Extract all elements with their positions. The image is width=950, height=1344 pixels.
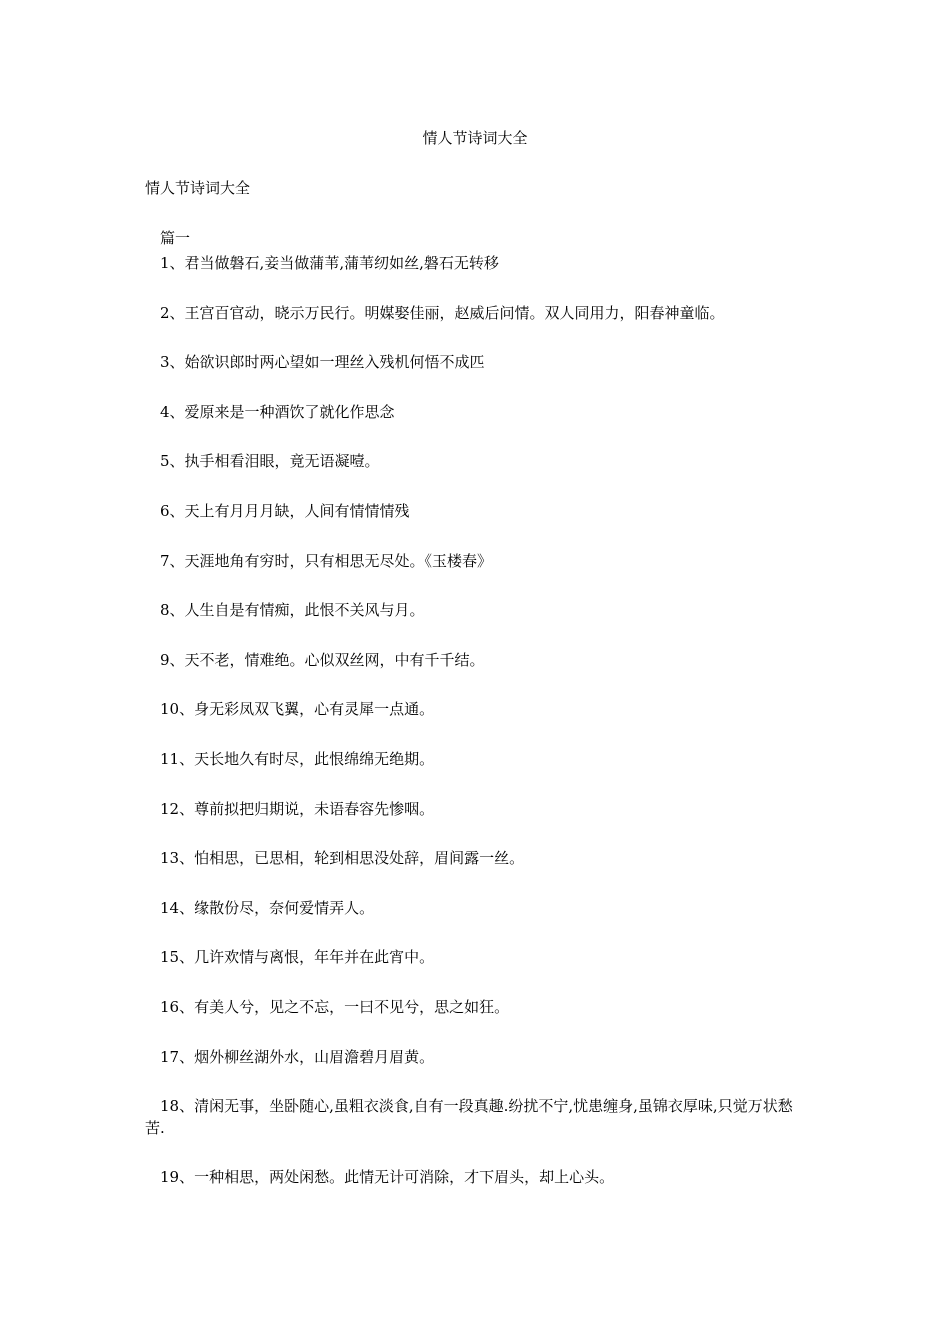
poem-line: 15、几许欢情与离恨，年年并在此宵中。 [160, 948, 435, 967]
section-label: 篇一 [160, 229, 191, 247]
poem-line: 3、始欲识郎时两心望如一理丝入残机何悟不成匹 [160, 353, 485, 372]
poem-line-list [145, 252, 805, 1216]
poem-line: 1、君当做磐石,妾当做蒲苇,蒲苇纫如丝,磐石无转移 [160, 254, 499, 272]
poem-line: 7、天涯地角有穷时，只有相思无尽处。《玉楼春》 [160, 551, 493, 570]
poem-line: 17、烟外柳丝湖外水，山眉澹碧月眉黄。 [160, 1047, 435, 1066]
document-subtitle: 情人节诗词大全 [145, 179, 251, 197]
poem-line: 2、王宫百官动，晓示万民行。明媒娶佳丽，赵威后问情。双人同用力，阳春神童临。 [160, 303, 725, 322]
poem-line: 5、执手相看泪眼，竟无语凝噎。 [160, 452, 380, 471]
poem-line: 10、身无彩凤双飞翼，心有灵犀一点通。 [160, 700, 435, 719]
poem-line: 9、天不老，情难绝。心似双丝网，中有千千结。 [160, 650, 485, 669]
document-title: 情人节诗词大全 [422, 129, 528, 147]
poem-line: 4、爱原来是一种酒饮了就化作思念 [160, 402, 395, 421]
poem-line: 18、清闲无事，坐卧随心,虽粗衣淡食,自有一段真趣.纷扰不宁,忧患缠身,虽锦衣厚味,只觉万状愁苦. [145, 1097, 793, 1138]
poem-line: 16、有美人兮，见之不忘，一曰不见兮，思之如狂。 [160, 997, 510, 1016]
poem-line: 6、天上有月月月缺，人间有情情情残 [160, 501, 410, 520]
poem-line: 8、人生自是有情痴，此恨不关风与月。 [160, 601, 425, 620]
poem-line: 19、一种相思，两处闲愁。此情无计可消除，才下眉头，却上心头。 [160, 1168, 615, 1187]
poem-line: 13、怕相思，已思相，轮到相思没处辞，眉间露一丝。 [160, 849, 525, 868]
poem-line: 14、缘散份尽，奈何爱情弄人。 [160, 898, 375, 917]
poem-line: 12、尊前拟把归期说，未语春容先惨咽。 [160, 799, 435, 818]
poem-line: 11、天长地久有时尽，此恨绵绵无绝期。 [160, 749, 435, 768]
